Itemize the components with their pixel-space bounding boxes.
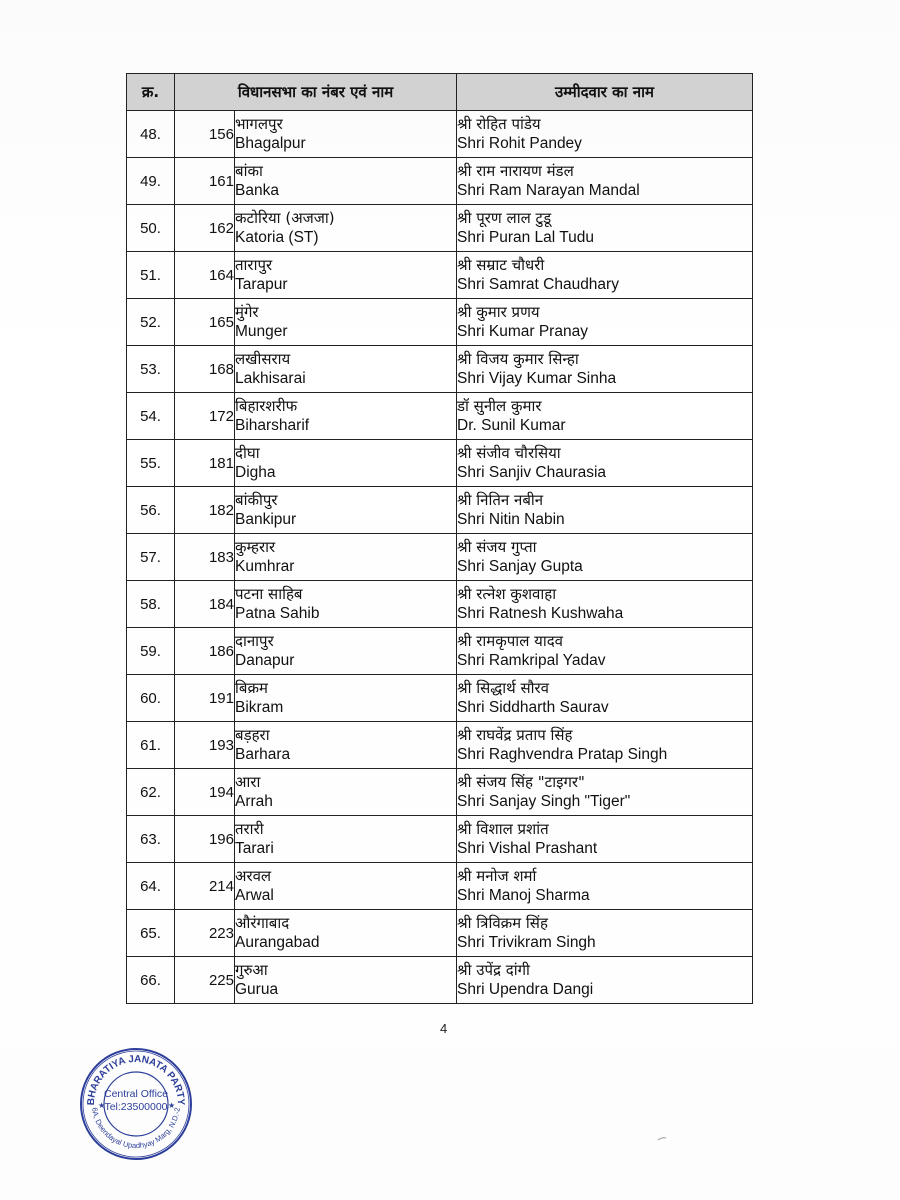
constituency-number-cell: 194 xyxy=(175,769,235,816)
table-row xyxy=(127,769,753,816)
candidate-name-english: Shri Ram Narayan Mandal xyxy=(457,182,640,199)
constituency-name-hindi: आरा xyxy=(235,773,261,791)
constituency-name-cell xyxy=(235,252,457,299)
candidate-name-hindi: श्री विजय कुमार सिन्हा xyxy=(457,350,579,368)
table-row xyxy=(127,910,753,957)
serial-number-cell: 49. xyxy=(127,158,175,205)
table-row xyxy=(127,675,753,722)
candidate-name-cell xyxy=(457,581,753,628)
stamp-center-text xyxy=(78,1088,194,1114)
table-row xyxy=(127,628,753,675)
candidate-name-english: Shri Puran Lal Tudu xyxy=(457,229,595,246)
candidate-name-cell xyxy=(457,393,753,440)
candidate-name-english: Shri Sanjiv Chaurasia xyxy=(457,464,607,481)
table-row xyxy=(127,722,753,769)
candidate-name-hindi: श्री राघवेंद्र प्रताप सिंह xyxy=(457,726,573,744)
constituency-name-cell xyxy=(235,863,457,910)
constituency-name-hindi: बिहारशरीफ xyxy=(235,397,298,415)
constituency-name-english: Munger xyxy=(235,323,288,340)
constituency-name-cell xyxy=(235,346,457,393)
candidate-name-hindi: श्री सिद्धार्थ सौरव xyxy=(457,679,550,697)
table-row xyxy=(127,111,753,158)
header-candidate: उम्मीदवार का नाम xyxy=(457,74,753,111)
serial-number-cell: 61. xyxy=(127,722,175,769)
constituency-name-cell xyxy=(235,675,457,722)
constituency-number-cell: 225 xyxy=(175,957,235,1004)
page-number: 4 xyxy=(440,1021,448,1036)
serial-number-cell: 50. xyxy=(127,205,175,252)
candidate-name-english: Shri Rohit Pandey xyxy=(457,135,582,152)
serial-number-cell: 51. xyxy=(127,252,175,299)
table-row xyxy=(127,581,753,628)
serial-number-cell: 66. xyxy=(127,957,175,1004)
constituency-name-hindi: लखीसराय xyxy=(235,350,291,368)
candidate-name-cell xyxy=(457,675,753,722)
candidate-name-english: Shri Kumar Pranay xyxy=(457,323,588,340)
constituency-name-english: Tarapur xyxy=(235,276,288,293)
constituency-name-english: Patna Sahib xyxy=(235,605,320,622)
table-row xyxy=(127,205,753,252)
serial-number-cell: 57. xyxy=(127,534,175,581)
constituency-name-cell xyxy=(235,628,457,675)
constituency-name-cell xyxy=(235,910,457,957)
candidate-name-hindi: श्री विशाल प्रशांत xyxy=(457,820,549,838)
constituency-name-cell xyxy=(235,111,457,158)
serial-number-cell: 64. xyxy=(127,863,175,910)
constituency-name-cell xyxy=(235,393,457,440)
candidate-name-cell xyxy=(457,111,753,158)
constituency-name-hindi: औरंगाबाद xyxy=(235,914,290,932)
candidate-name-english: Shri Trivikram Singh xyxy=(457,934,596,951)
constituency-name-english: Biharsharif xyxy=(235,417,310,434)
serial-number-cell: 48. xyxy=(127,111,175,158)
constituency-number-cell: 172 xyxy=(175,393,235,440)
candidate-name-english: Shri Ramkripal Yadav xyxy=(457,652,606,669)
table-header-row xyxy=(127,74,753,111)
constituency-number-cell: 186 xyxy=(175,628,235,675)
candidate-name-hindi: श्री मनोज शर्मा xyxy=(457,867,537,885)
candidate-name-hindi: श्री रत्नेश कुशवाहा xyxy=(457,585,557,603)
constituency-name-english: Arrah xyxy=(235,793,273,810)
candidate-name-english: Shri Vishal Prashant xyxy=(457,840,598,857)
constituency-name-english: Katoria (ST) xyxy=(235,229,319,246)
constituency-name-hindi: बांकीपुर xyxy=(235,491,278,509)
table-row xyxy=(127,346,753,393)
constituency-name-english: Bhagalpur xyxy=(235,135,306,152)
constituency-name-english: Aurangabad xyxy=(235,934,320,951)
constituency-name-hindi: दीघा xyxy=(235,444,260,462)
candidate-name-cell xyxy=(457,440,753,487)
party-office-stamp xyxy=(78,1046,194,1162)
serial-number-cell: 56. xyxy=(127,487,175,534)
svg-text:★: ★ xyxy=(98,1101,106,1110)
constituency-name-cell xyxy=(235,158,457,205)
constituency-name-hindi: पटना साहिब xyxy=(235,585,303,603)
constituency-name-cell xyxy=(235,299,457,346)
candidate-name-hindi: श्री त्रिविक्रम सिंह xyxy=(457,914,548,932)
constituency-number-cell: 162 xyxy=(175,205,235,252)
constituency-number-cell: 196 xyxy=(175,816,235,863)
constituency-number-cell: 191 xyxy=(175,675,235,722)
candidate-name-hindi: डॉ सुनील कुमार xyxy=(457,397,542,415)
stamp-line-phone: Tel:23500000 xyxy=(104,1101,168,1113)
constituency-name-cell xyxy=(235,581,457,628)
serial-number-cell: 63. xyxy=(127,816,175,863)
svg-text:BHARATIYA JANATA PARTY: BHARATIYA JANATA PARTY xyxy=(85,1053,187,1106)
candidate-name-hindi: श्री रोहित पांडेय xyxy=(457,115,541,133)
candidate-name-cell xyxy=(457,487,753,534)
candidate-name-english: Shri Siddharth Saurav xyxy=(457,699,609,716)
table-row xyxy=(127,957,753,1004)
constituency-name-hindi: बिक्रम xyxy=(235,679,268,697)
candidate-list-table xyxy=(126,73,753,1004)
constituency-name-english: Lakhisarai xyxy=(235,370,306,387)
candidate-name-english: Shri Upendra Dangi xyxy=(457,981,594,998)
candidate-name-cell xyxy=(457,910,753,957)
table-row xyxy=(127,534,753,581)
table-row xyxy=(127,252,753,299)
constituency-name-cell xyxy=(235,534,457,581)
constituency-number-cell: 156 xyxy=(175,111,235,158)
constituency-name-cell xyxy=(235,440,457,487)
header-constituency: विधानसभा का नंबर एवं नाम xyxy=(175,74,457,111)
constituency-name-hindi: कटोरिया (अजजा) xyxy=(235,209,335,227)
candidate-name-cell xyxy=(457,628,753,675)
constituency-name-english: Banka xyxy=(235,182,279,199)
scan-speck-mark xyxy=(657,1137,667,1141)
candidate-name-english: Shri Ratnesh Kushwaha xyxy=(457,605,624,622)
candidate-name-english: Shri Samrat Chaudhary xyxy=(457,276,619,293)
serial-number-cell: 54. xyxy=(127,393,175,440)
constituency-name-cell xyxy=(235,957,457,1004)
constituency-name-english: Tarari xyxy=(235,840,274,857)
constituency-name-hindi: बड़हरा xyxy=(235,726,270,744)
constituency-name-hindi: कुम्हरार xyxy=(235,538,276,556)
table-row xyxy=(127,299,753,346)
constituency-number-cell: 184 xyxy=(175,581,235,628)
candidate-name-cell xyxy=(457,769,753,816)
constituency-name-english: Barhara xyxy=(235,746,291,763)
serial-number-cell: 62. xyxy=(127,769,175,816)
candidate-name-hindi: श्री उपेंद्र दांगी xyxy=(457,961,530,979)
candidate-name-cell xyxy=(457,346,753,393)
constituency-name-cell xyxy=(235,205,457,252)
candidate-name-hindi: श्री राम नारायण मंडल xyxy=(457,162,574,180)
candidate-name-english: Dr. Sunil Kumar xyxy=(457,417,566,434)
table-row xyxy=(127,487,753,534)
constituency-name-cell xyxy=(235,722,457,769)
constituency-name-hindi: गुरुआ xyxy=(235,961,268,979)
constituency-name-english: Digha xyxy=(235,464,276,481)
svg-text:★: ★ xyxy=(168,1101,176,1110)
candidate-name-english: Shri Sanjay Singh "Tiger" xyxy=(457,793,631,810)
table-row xyxy=(127,863,753,910)
constituency-name-english: Bikram xyxy=(235,699,284,716)
candidate-name-cell xyxy=(457,816,753,863)
constituency-name-cell xyxy=(235,769,457,816)
constituency-number-cell: 168 xyxy=(175,346,235,393)
constituency-name-english: Kumhrar xyxy=(235,558,295,575)
candidate-name-hindi: श्री संजय सिंह "टाइगर" xyxy=(457,773,585,791)
candidate-name-english: Shri Nitin Nabin xyxy=(457,511,565,528)
constituency-number-cell: 165 xyxy=(175,299,235,346)
candidate-name-hindi: श्री रामकृपाल यादव xyxy=(457,632,564,650)
candidate-name-cell xyxy=(457,534,753,581)
candidate-name-cell xyxy=(457,252,753,299)
constituency-name-cell xyxy=(235,487,457,534)
header-serial: क्र. xyxy=(127,74,175,111)
candidate-name-english: Shri Sanjay Gupta xyxy=(457,558,583,575)
candidate-name-cell xyxy=(457,957,753,1004)
serial-number-cell: 58. xyxy=(127,581,175,628)
serial-number-cell: 59. xyxy=(127,628,175,675)
candidate-name-cell xyxy=(457,863,753,910)
candidate-name-hindi: श्री सम्राट चौधरी xyxy=(457,256,545,274)
candidate-name-cell xyxy=(457,722,753,769)
constituency-name-english: Danapur xyxy=(235,652,295,669)
constituency-name-english: Bankipur xyxy=(235,511,297,528)
constituency-name-english: Arwal xyxy=(235,887,274,904)
stamp-line-office: Central Office xyxy=(104,1088,168,1100)
candidate-name-english: Shri Raghvendra Pratap Singh xyxy=(457,746,668,763)
candidate-name-english: Shri Vijay Kumar Sinha xyxy=(457,370,617,387)
candidate-name-cell xyxy=(457,299,753,346)
candidate-name-cell xyxy=(457,205,753,252)
candidate-name-hindi: श्री नितिन नबीन xyxy=(457,491,544,509)
table-row xyxy=(127,158,753,205)
constituency-name-hindi: बांका xyxy=(235,162,263,180)
constituency-number-cell: 164 xyxy=(175,252,235,299)
candidate-name-hindi: श्री पूरण लाल टुडू xyxy=(457,209,552,227)
serial-number-cell: 55. xyxy=(127,440,175,487)
table-row xyxy=(127,440,753,487)
constituency-name-hindi: दानापुर xyxy=(235,632,274,650)
serial-number-cell: 65. xyxy=(127,910,175,957)
svg-text:6A, Deendayal Upadhyay Marg, N: 6A, Deendayal Upadhyay Marg, N.D.-2 xyxy=(90,1106,182,1151)
serial-number-cell: 53. xyxy=(127,346,175,393)
table-row xyxy=(127,393,753,440)
candidate-name-hindi: श्री संजय गुप्ता xyxy=(457,538,537,556)
constituency-name-hindi: अरवल xyxy=(235,867,272,885)
constituency-number-cell: 193 xyxy=(175,722,235,769)
constituency-number-cell: 214 xyxy=(175,863,235,910)
candidate-name-cell xyxy=(457,158,753,205)
constituency-number-cell: 223 xyxy=(175,910,235,957)
constituency-number-cell: 161 xyxy=(175,158,235,205)
constituency-number-cell: 183 xyxy=(175,534,235,581)
table-body xyxy=(127,111,753,1004)
constituency-name-hindi: भागलपुर xyxy=(235,115,283,133)
table-row xyxy=(127,816,753,863)
candidate-name-hindi: श्री कुमार प्रणय xyxy=(457,303,540,321)
constituency-name-cell xyxy=(235,816,457,863)
constituency-name-english: Gurua xyxy=(235,981,279,998)
constituency-name-hindi: तरारी xyxy=(235,820,264,838)
constituency-name-hindi: मुंगेर xyxy=(235,303,259,321)
candidate-name-hindi: श्री संजीव चौरसिया xyxy=(457,444,561,462)
constituency-number-cell: 182 xyxy=(175,487,235,534)
candidate-name-english: Shri Manoj Sharma xyxy=(457,887,590,904)
serial-number-cell: 52. xyxy=(127,299,175,346)
constituency-number-cell: 181 xyxy=(175,440,235,487)
constituency-name-hindi: तारापुर xyxy=(235,256,273,274)
serial-number-cell: 60. xyxy=(127,675,175,722)
